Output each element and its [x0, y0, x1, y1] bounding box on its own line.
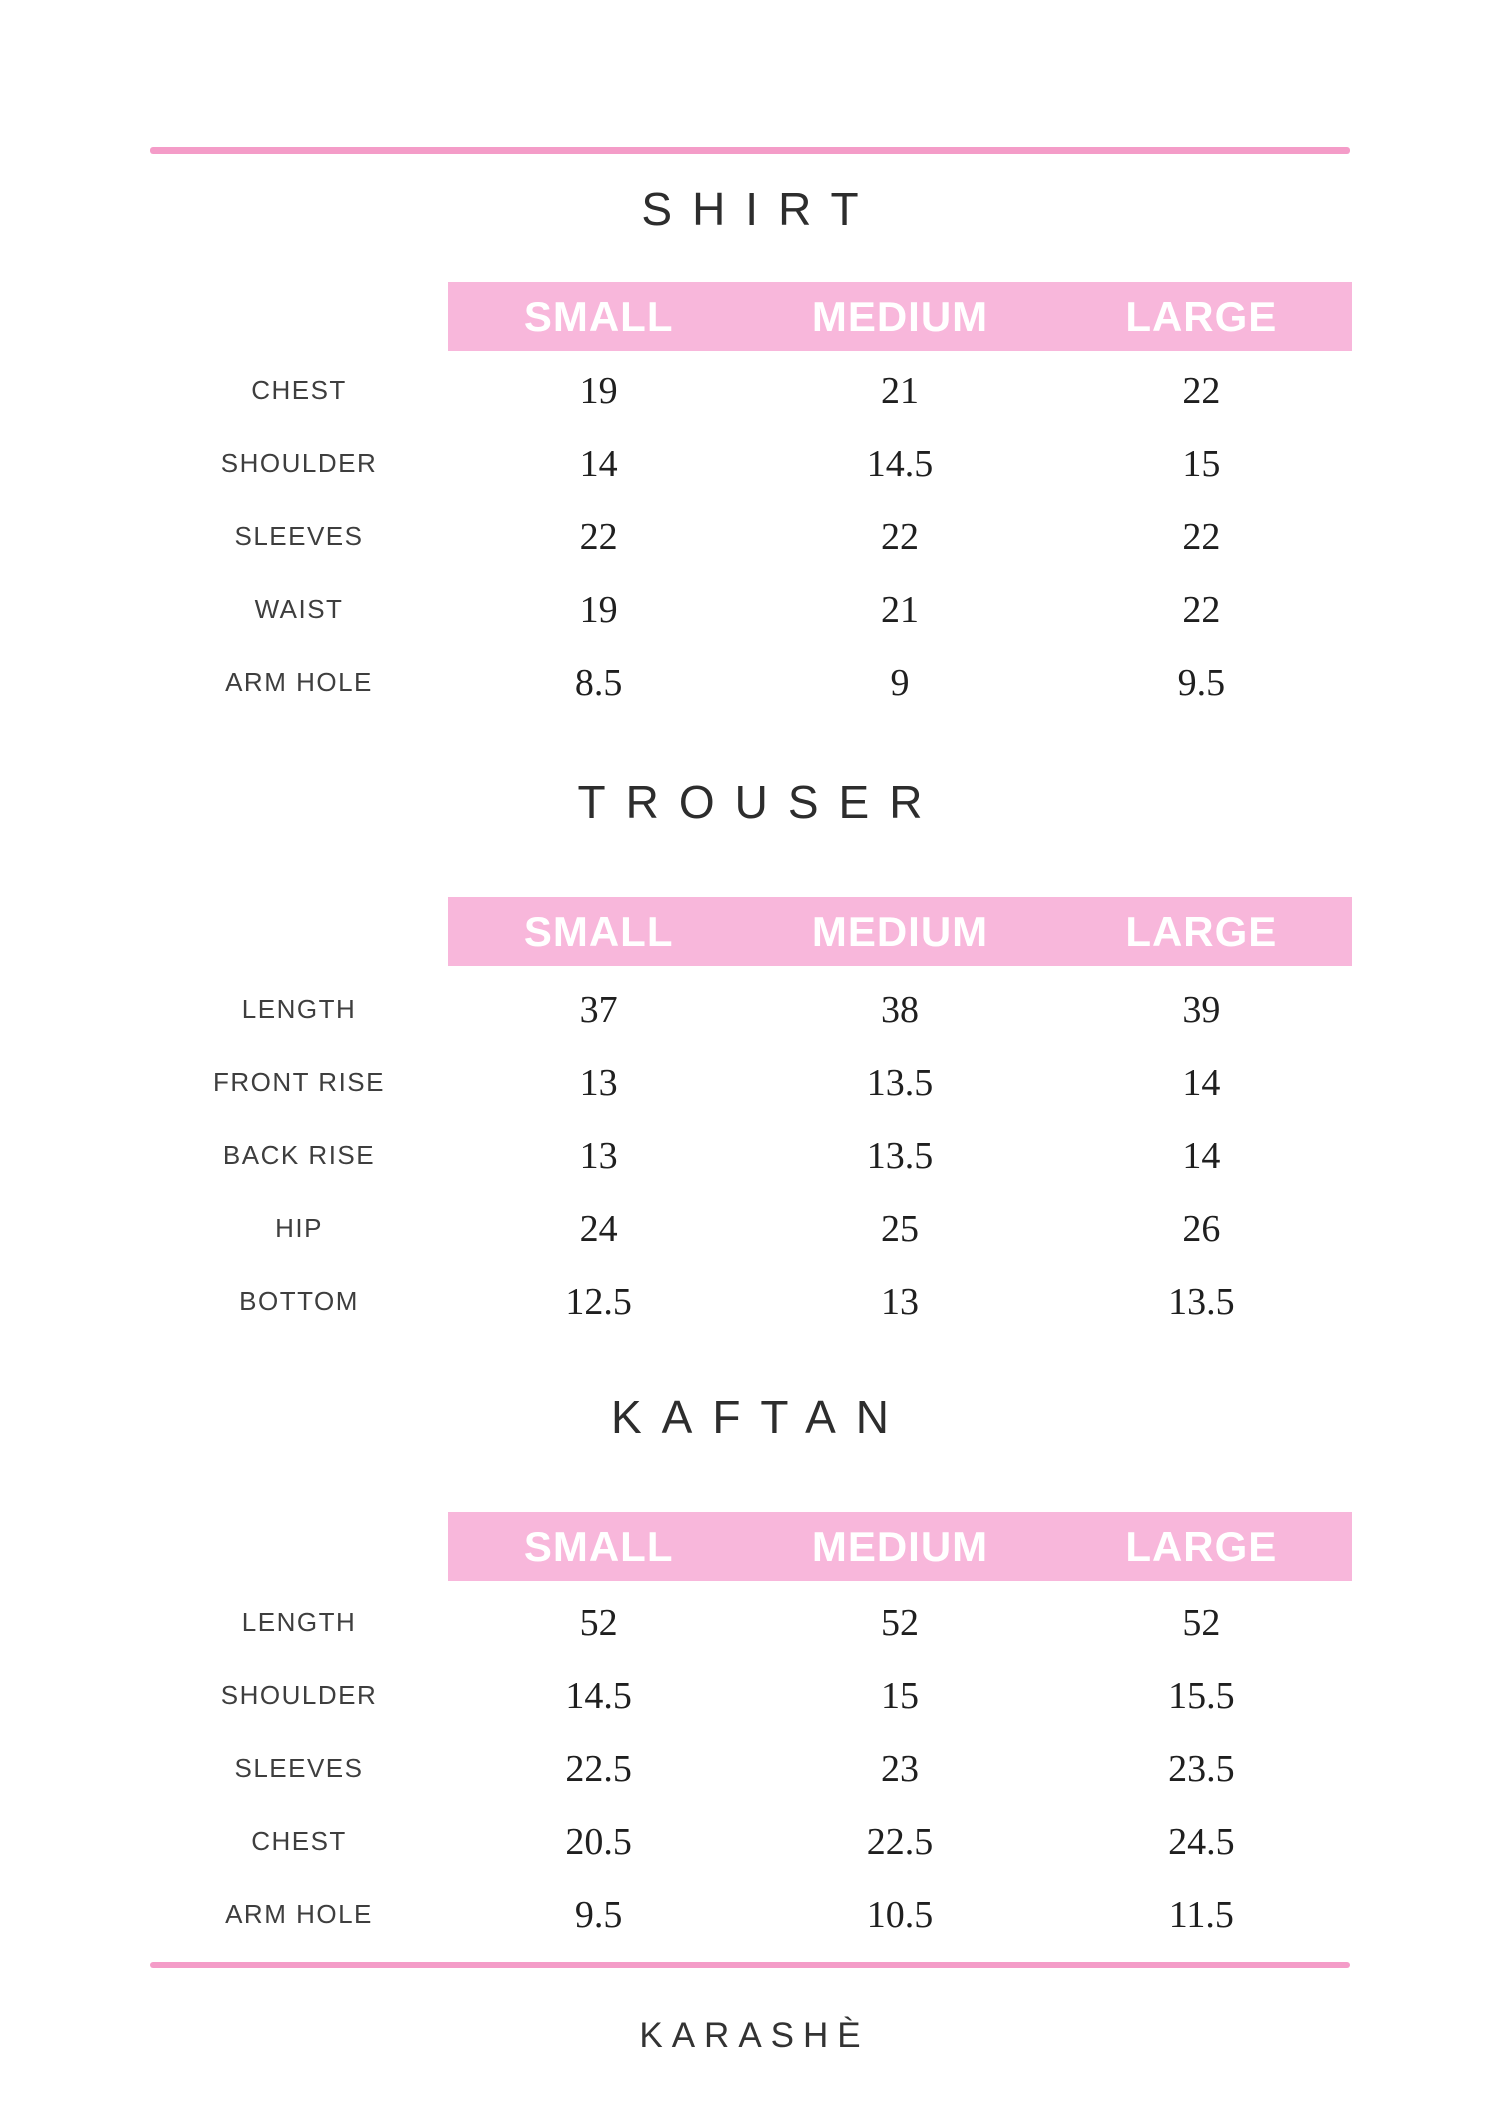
- size-value: 9.5: [574, 1893, 623, 1936]
- size-header-bar: [448, 897, 1352, 966]
- measurement-table-kaftan: [150, 1586, 1352, 1951]
- column-header-medium: MEDIUM: [811, 907, 989, 955]
- row-label: ARM HOLE: [225, 1899, 373, 1929]
- size-value: 52: [1182, 1601, 1221, 1644]
- table-row: [150, 427, 1352, 500]
- table-row: [150, 573, 1352, 646]
- table-row: [150, 973, 1352, 1046]
- table-row: [150, 1046, 1352, 1119]
- size-value: 25: [880, 1207, 919, 1250]
- size-value: 22.5: [565, 1747, 632, 1790]
- table-row: [150, 1586, 1352, 1659]
- size-value: 26: [1182, 1207, 1221, 1250]
- size-value: 23.5: [1168, 1747, 1235, 1790]
- size-value: 8.5: [574, 661, 623, 704]
- measurement-table-trouser: [150, 973, 1352, 1338]
- column-header-medium: MEDIUM: [811, 1522, 989, 1570]
- table-row: [150, 1878, 1352, 1951]
- size-value: 22.5: [866, 1820, 934, 1863]
- size-value: 38: [880, 988, 919, 1031]
- table-row: [150, 1732, 1352, 1805]
- column-header-large: LARGE: [1125, 292, 1278, 340]
- table-row: [150, 1119, 1352, 1192]
- row-label: ARM HOLE: [225, 667, 373, 697]
- size-value: 21: [880, 588, 919, 631]
- size-value: 20.5: [565, 1820, 632, 1863]
- size-value: 52: [579, 1601, 618, 1644]
- row-label: SLEEVES: [234, 1753, 364, 1783]
- size-value: 9.5: [1177, 661, 1226, 704]
- row-label: BOTTOM: [239, 1286, 359, 1316]
- row-label: SLEEVES: [234, 521, 364, 551]
- size-value: 10.5: [866, 1893, 934, 1936]
- section-title-shirt: SHIRT: [641, 183, 879, 235]
- size-value: 14.5: [866, 442, 934, 485]
- brand-logo: KARASHÈ: [639, 2016, 870, 2055]
- size-value: 22: [1182, 588, 1221, 631]
- size-value: 19: [579, 369, 618, 412]
- size-value: 22: [880, 515, 919, 558]
- column-header-medium: MEDIUM: [811, 292, 989, 340]
- size-value: 19: [579, 588, 618, 631]
- size-value: 11.5: [1168, 1893, 1234, 1936]
- size-value: 13: [880, 1280, 919, 1323]
- measurement-table-shirt: [150, 354, 1352, 719]
- column-header-large: LARGE: [1125, 907, 1278, 955]
- size-value: 21: [880, 369, 919, 412]
- size-value: 24: [579, 1207, 618, 1250]
- row-label: FRONT RISE: [213, 1067, 385, 1097]
- size-value: 22: [1182, 515, 1221, 558]
- column-header-large: LARGE: [1125, 1522, 1278, 1570]
- row-label: SHOULDER: [220, 1680, 378, 1710]
- size-value: 13.5: [866, 1134, 934, 1177]
- row-label: CHEST: [251, 375, 347, 405]
- size-value: 13.5: [866, 1061, 934, 1104]
- size-header-bar: [448, 282, 1352, 351]
- size-value: 13: [579, 1061, 618, 1104]
- size-value: 52: [880, 1601, 919, 1644]
- size-value: 24.5: [1168, 1820, 1235, 1863]
- table-row: [150, 1192, 1352, 1265]
- row-label: CHEST: [251, 1826, 347, 1856]
- size-value: 14.5: [565, 1674, 632, 1717]
- table-row: [150, 1805, 1352, 1878]
- column-header-small: SMALL: [523, 1522, 674, 1570]
- table-row: [150, 1659, 1352, 1732]
- size-value: 13.5: [1168, 1280, 1235, 1323]
- size-header-bar: [448, 1512, 1352, 1581]
- column-header-small: SMALL: [523, 292, 674, 340]
- size-value: 14: [1182, 1061, 1221, 1104]
- section-title-kaftan: KAFTAN: [610, 1391, 910, 1443]
- top-divider: [150, 147, 1350, 154]
- row-label: SHOULDER: [220, 448, 378, 478]
- section-title-trouser: TROUSER: [577, 776, 943, 828]
- size-value: 37: [579, 988, 618, 1031]
- size-value: 12.5: [565, 1280, 632, 1323]
- row-label: LENGTH: [241, 994, 357, 1024]
- size-value: 15: [880, 1674, 919, 1717]
- size-value: 15: [1182, 442, 1221, 485]
- size-value: 15.5: [1168, 1674, 1235, 1717]
- size-value: 14: [579, 442, 618, 485]
- table-row: [150, 1265, 1352, 1338]
- table-row: [150, 646, 1352, 719]
- column-header-small: SMALL: [523, 907, 674, 955]
- size-value: 14: [1182, 1134, 1221, 1177]
- size-value: 22: [1182, 369, 1221, 412]
- size-value: 13: [579, 1134, 618, 1177]
- size-value: 9: [890, 661, 910, 704]
- row-label: WAIST: [254, 594, 344, 624]
- row-label: BACK RISE: [222, 1140, 376, 1170]
- size-value: 22: [579, 515, 618, 558]
- table-row: [150, 354, 1352, 427]
- row-label: LENGTH: [241, 1607, 357, 1637]
- size-value: 39: [1182, 988, 1221, 1031]
- table-row: [150, 500, 1352, 573]
- row-label: HIP: [275, 1213, 323, 1243]
- size-value: 23: [880, 1747, 919, 1790]
- bottom-divider: [150, 1962, 1350, 1968]
